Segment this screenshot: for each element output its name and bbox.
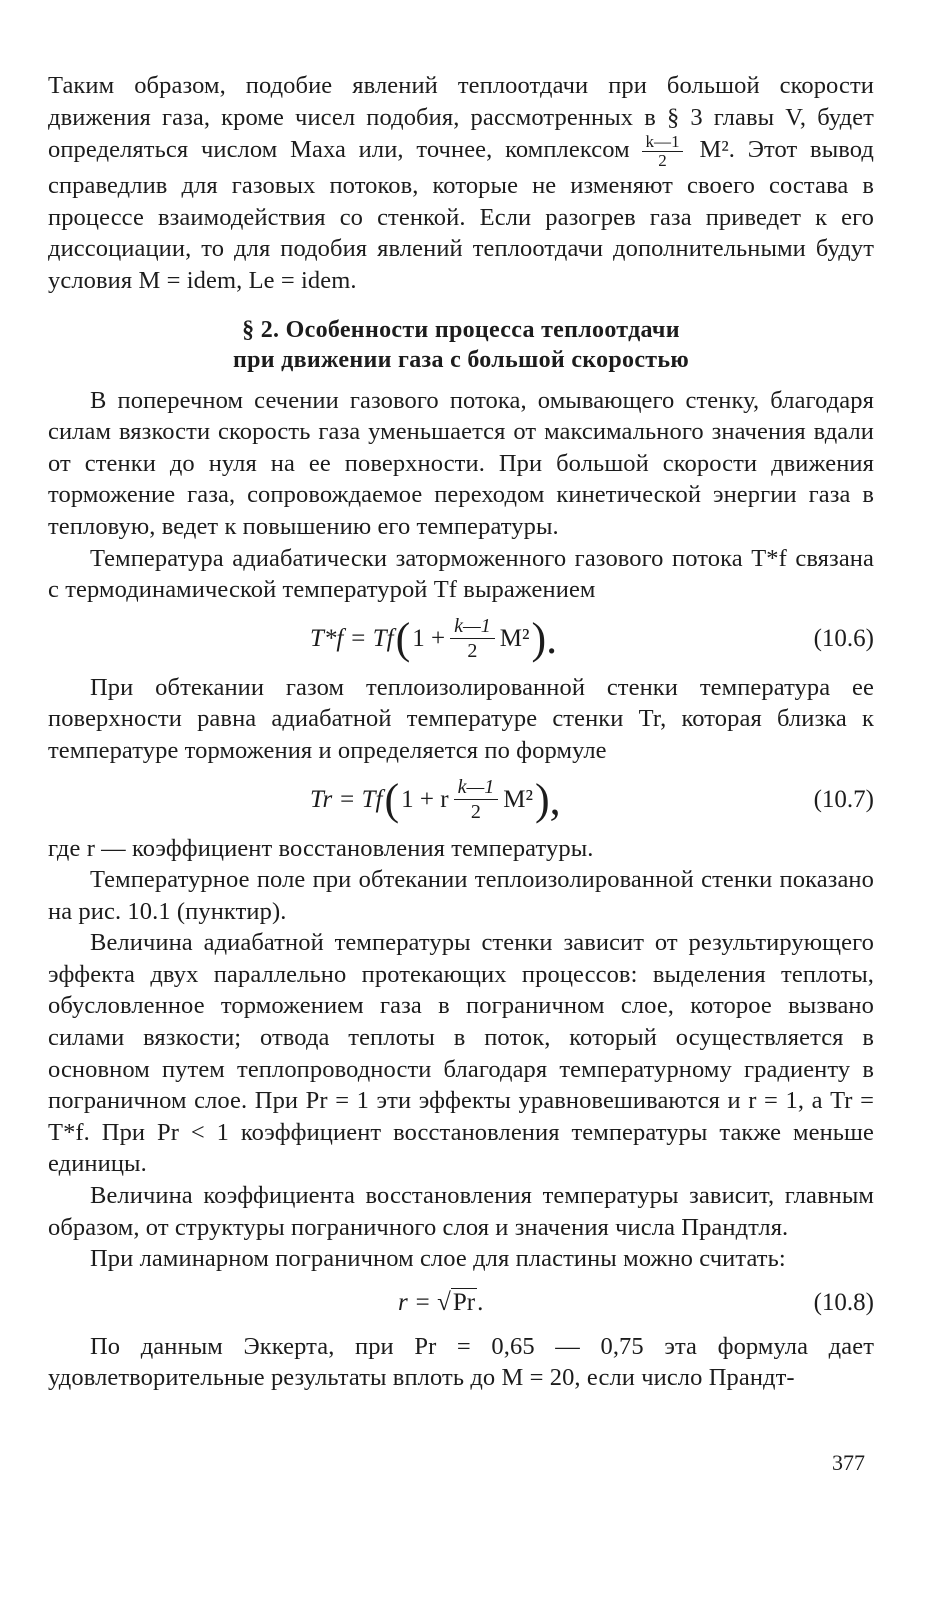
paragraph-intro	[48, 70, 874, 297]
inline-fraction	[642, 133, 682, 170]
equation-10-7-lhs: Tr = Tf	[310, 785, 383, 813]
equation-10-6-lhs: T*f = Tf	[310, 624, 394, 652]
inline-fraction-denominator: 2	[658, 151, 667, 171]
section-heading	[48, 315, 874, 375]
equation-10-6-denominator: 2	[467, 640, 478, 663]
page-body	[48, 70, 874, 1394]
equation-10-7	[48, 767, 874, 833]
equation-10-7-numerator: k—1	[454, 775, 499, 800]
paragraph-stagnation-temperature: Температура адиабатически заторможенного газового потока T*f связана с термодинамической температурой Tf выражением	[48, 544, 874, 604]
equation-10-8-lhs: r = √	[398, 1288, 451, 1316]
equation-10-6-fraction	[450, 614, 495, 663]
equation-10-7-denominator: 2	[470, 801, 481, 823]
equation-10-7-mach: M²	[503, 785, 533, 813]
paragraph-adiabatic-wall: При обтекании газом теплоизолированной стенки температура ее поверхности равна адиабатной температуре стенки Tr, которая близка к температуре торможения и определяется по формуле	[48, 673, 874, 764]
inline-fraction-numerator: k—1	[642, 133, 682, 152]
equation-10-6	[48, 606, 874, 672]
equation-10-7-open-paren: (	[384, 774, 400, 824]
paragraph-recovery-coefficient: где r — коэффициент восстановления температуры.	[48, 834, 594, 862]
equation-10-6-close-paren: ).	[531, 613, 558, 663]
equation-10-7-one-plus-r: 1 + r	[401, 785, 449, 813]
equation-number-10-8: (10.8)	[813, 1288, 874, 1316]
equation-10-6-mach: M²	[499, 624, 530, 652]
equation-10-8-radicand: Pr	[452, 1289, 476, 1317]
equation-10-8-tail: .	[477, 1288, 484, 1316]
paragraph-temperature-field: Температурное поле при обтекании теплоизолированной стенки показано на рис. 10.1 (пунктир).	[48, 866, 874, 925]
equation-10-6-open-paren: (	[395, 613, 411, 663]
paragraph-intro-text-a: Таким образом, подобие явлений теплоотдачи при большой скорости движения газа, кроме чисел подобия, рассмотренных в § 3 главы V, будет определяться числом Маха или, точнее, комплексом	[48, 72, 874, 164]
paragraph-recovery-dependence: Величина коэффициента восстановления температуры зависит, главным образом, от структуры пограничного слоя и значения числа Прандтля.	[48, 1182, 874, 1241]
equation-10-7-close-paren: ),	[534, 774, 561, 824]
paragraph-cross-section: В поперечном сечении газового потока, омывающего стенку, благодаря силам вязкости скорость газа уменьшается от максимального значения вдали от стенки до нуля на ее поверхности. При большой скорости движения торможение газа, сопровождаемое переходом кинетической энергии газа в тепловую, ведет к повышению его температуры.	[48, 386, 874, 540]
section-heading-line-2: при движении газа с большой скоростью	[232, 346, 690, 373]
equation-10-6-one-plus: 1 +	[412, 624, 446, 652]
equation-number-10-6: (10.6)	[813, 624, 874, 652]
equation-10-6-numerator: k—1	[450, 614, 495, 639]
paragraph-adiabatic-value: Величина адиабатной температуры стенки зависит от результирующего эффекта двух параллельно протекающих процессов: выделения теплоты, обусловленное торможением газа в пограничном слое, которое вызвано силами вязкости; отвода теплоты в поток, который осуществляется в основном путем теплопроводности благодаря температурному градиенту в пограничном слое. При Pr = 1 эти эффекты уравновешиваются и r = 1, а Tr = T*f. При Pr < 1 коэффициент восстановления температуры также меньше единицы.	[48, 929, 874, 1178]
paragraph-eckert-data: По данным Эккерта, при Pr = 0,65 — 0,75 эта формула дает удовлетворительные результаты вплоть до M = 20, если число Прандт-	[48, 1332, 874, 1392]
paragraph-intro-text-b: M². Этот вывод справедлив для газовых потоков, которые не изменяют своего состава в процессе взаимодействия со стенкой. Если разогрев газа приведет к его диссоциации, то для подобия явлений теплоотдачи дополнительными будут условия M = idem, Le = idem.	[48, 136, 874, 294]
section-heading-line-1: § 2. Особенности процесса теплоотдачи	[242, 316, 680, 343]
page-number: 377	[832, 1450, 865, 1475]
equation-10-7-fraction	[454, 775, 499, 824]
equation-10-8	[48, 1275, 874, 1331]
paragraph-laminar-layer: При ламинарном пограничном слое для пластины можно считать:	[90, 1245, 786, 1273]
equation-number-10-7: (10.7)	[813, 785, 874, 813]
